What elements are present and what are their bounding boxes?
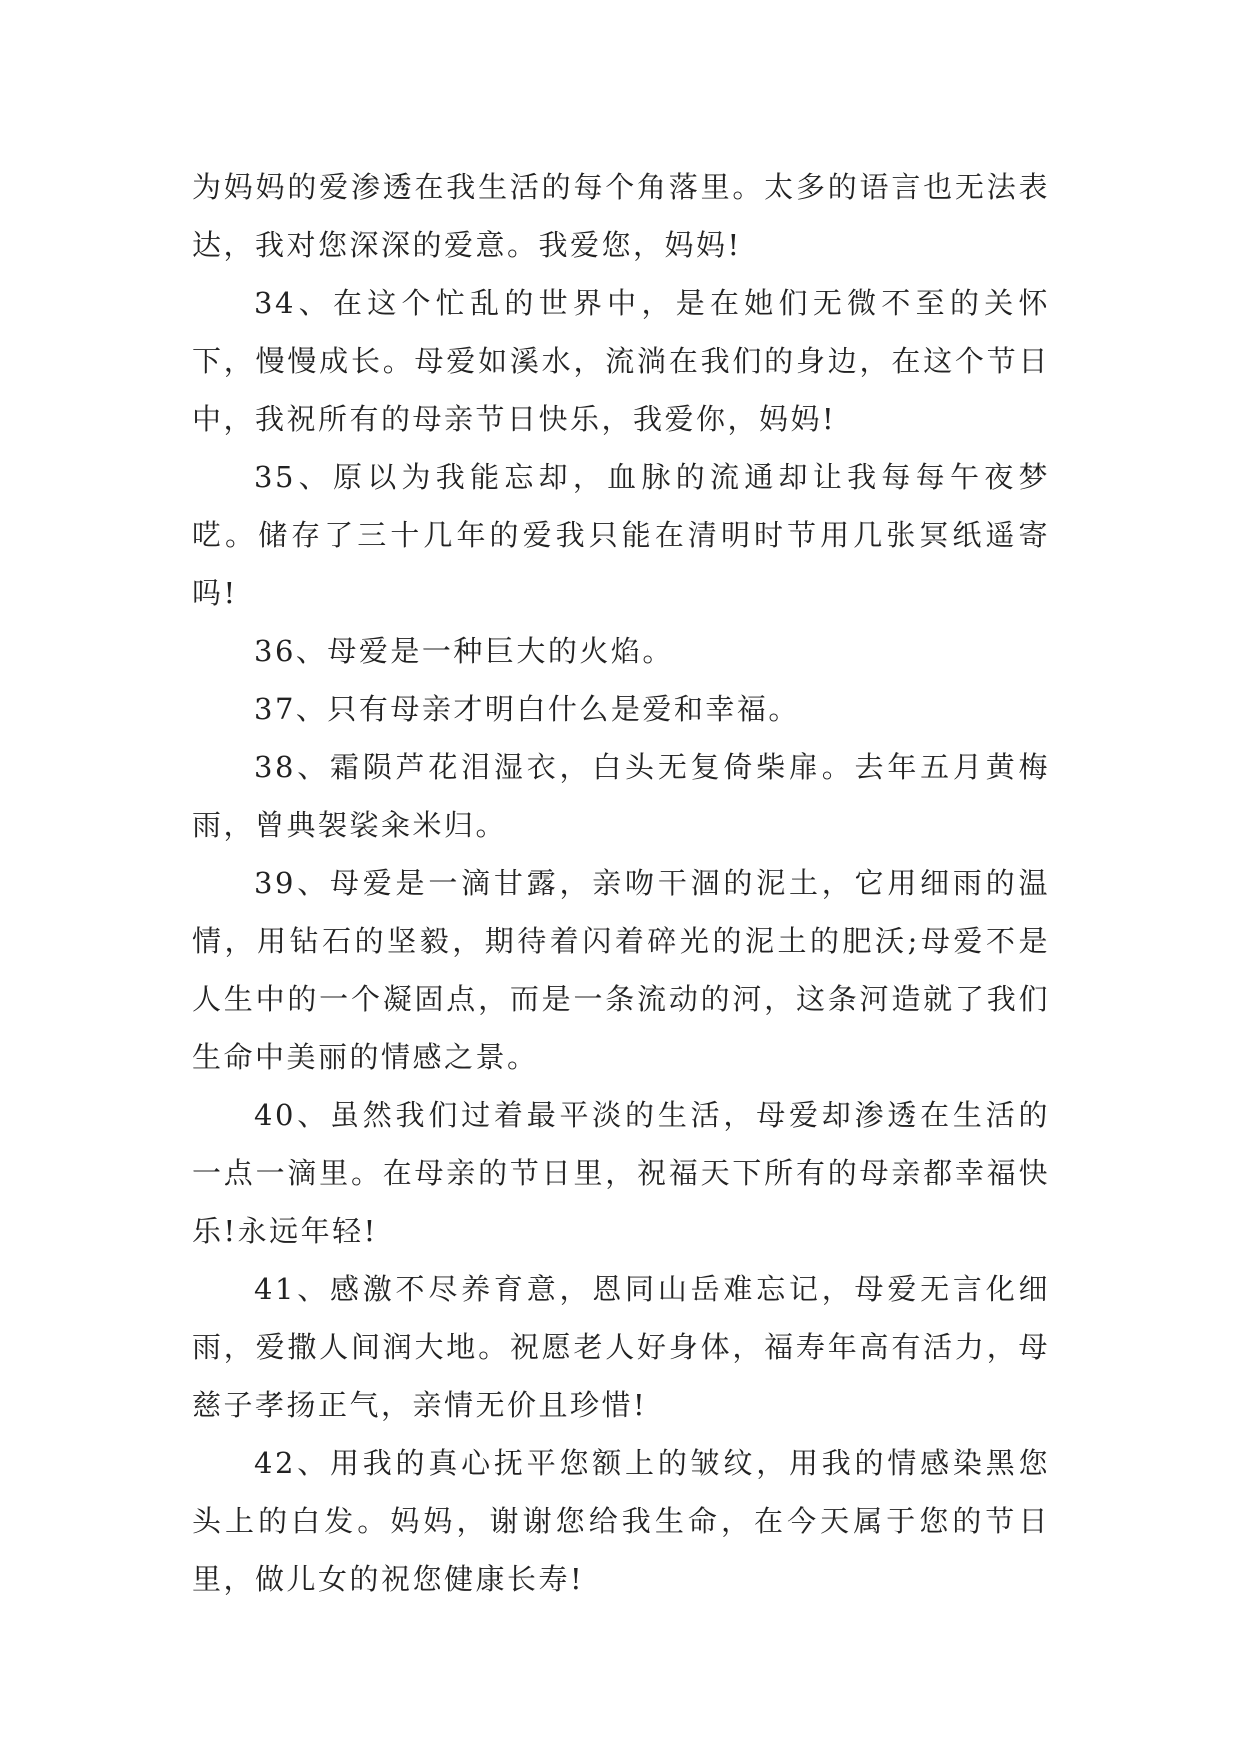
document-body bbox=[192, 158, 1050, 1608]
paragraph-39: 39、母爱是一滴甘露，亲吻干涸的泥土，它用细雨的温情，用钻石的坚毅，期待着闪着碎光的泥土的肥沃;母爱不是人生中的一个凝固点，而是一条流动的河，这条河造就了我们生命中美丽的情感之景。 bbox=[192, 866, 1050, 1074]
paragraph-34: 34、在这个忙乱的世界中，是在她们无微不至的关怀下，慢慢成长。母爱如溪水，流淌在我们的身边，在这个节日中，我祝所有的母亲节日快乐，我爱你，妈妈! bbox=[192, 286, 1050, 436]
paragraph-37: 37、只有母亲才明白什么是爱和幸福。 bbox=[254, 692, 800, 726]
paragraph-40: 40、虽然我们过着最平淡的生活，母爱却渗透在生活的一点一滴里。在母亲的节日里，祝福天下所有的母亲都幸福快乐!永远年轻! bbox=[192, 1098, 1050, 1248]
paragraph-38: 38、霜陨芦花泪湿衣，白头无复倚柴扉。去年五月黄梅雨，曾典袈裟籴米归。 bbox=[192, 750, 1050, 842]
paragraph-continuation: 为妈妈的爱渗透在我生活的每个角落里。太多的语言也无法表达，我对您深深的爱意。我爱您，妈妈! bbox=[192, 170, 1050, 262]
paragraph-36: 36、母爱是一种巨大的火焰。 bbox=[254, 634, 674, 668]
paragraph-42: 42、用我的真心抚平您额上的皱纹，用我的情感染黑您头上的白发。妈妈，谢谢您给我生命，在今天属于您的节日里，做儿女的祝您健康长寿! bbox=[192, 1446, 1050, 1596]
paragraph-35: 35、原以为我能忘却，血脉的流通却让我每每午夜梦呓。储存了三十几年的爱我只能在清明时节用几张冥纸遥寄吗! bbox=[192, 460, 1050, 610]
paragraph-41: 41、感激不尽养育意，恩同山岳难忘记，母爱无言化细雨，爱撒人间润大地。祝愿老人好身体，福寿年高有活力，母慈子孝扬正气，亲情无价且珍惜! bbox=[192, 1272, 1050, 1422]
